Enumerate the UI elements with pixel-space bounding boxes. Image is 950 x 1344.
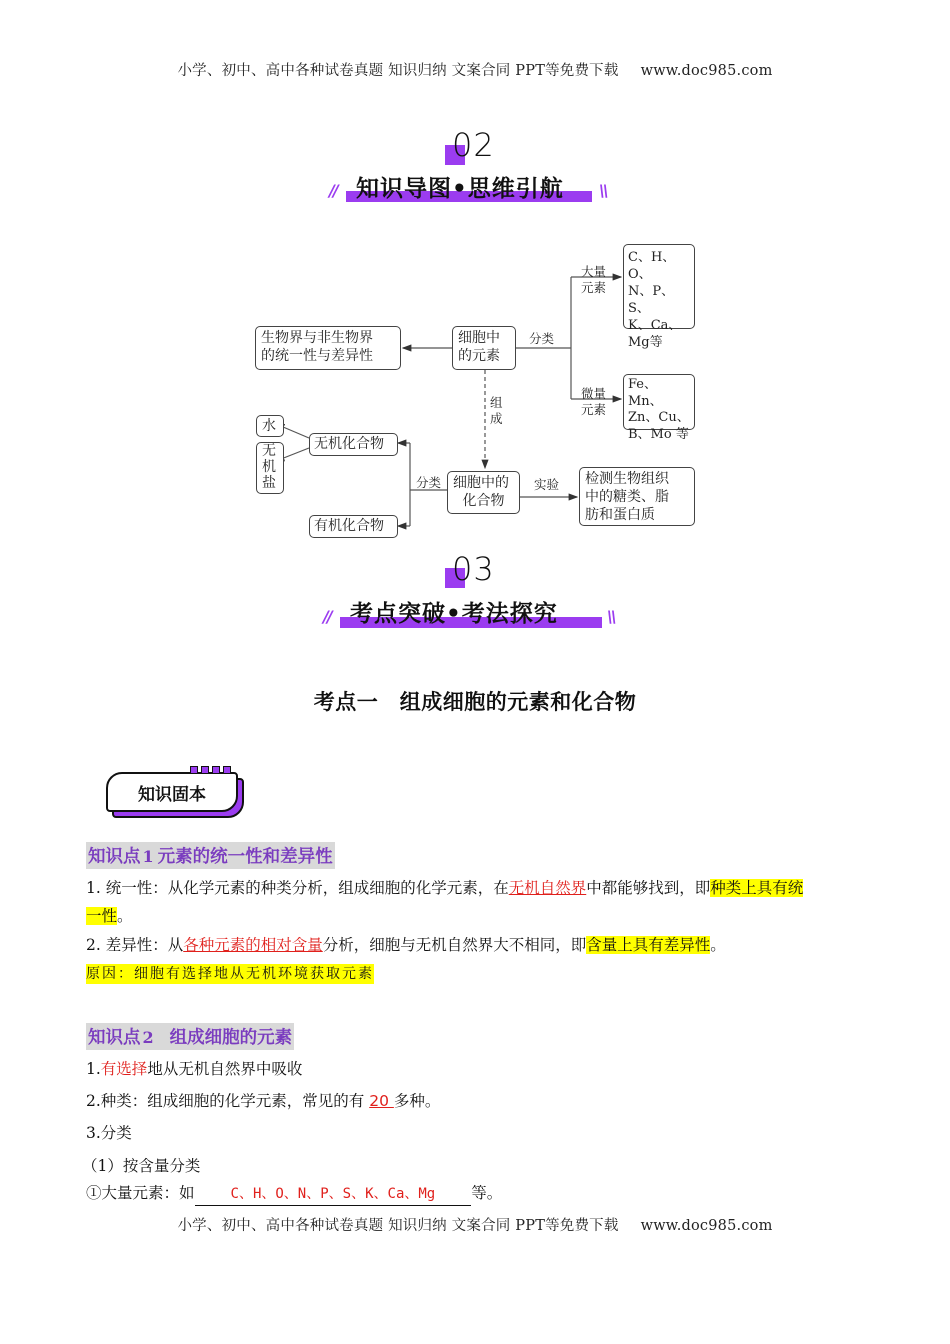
label-line: 组	[490, 395, 503, 410]
footer-text: 小学、初中、高中各种试卷真题 知识归纳 文案合同 PPT等免费下载	[177, 1218, 619, 1234]
label-line: 元素	[581, 280, 607, 295]
label-compose	[490, 395, 503, 427]
label-major-elements	[581, 264, 606, 296]
text: 1.	[86, 1060, 101, 1078]
text: 等。	[471, 1184, 503, 1202]
node-line: 化合物	[462, 493, 505, 509]
node-line: 的元素	[458, 348, 500, 364]
answer-fill: 各种元素的相对含量	[183, 936, 323, 954]
text: 。	[710, 936, 726, 954]
label-classify-top: 分类	[529, 331, 555, 346]
text: 2. 差异性：从	[86, 936, 184, 954]
exam-point-title: 考点一 组成细胞的元素和化合物	[313, 690, 637, 714]
text: ①大量元素：如	[86, 1184, 195, 1202]
knowledge-point-1-heading	[86, 842, 335, 869]
heading-text: 元素的统一性和差异性	[157, 847, 333, 867]
section-03-banner	[0, 550, 950, 640]
node-organic-compounds: 有机化合物	[309, 515, 398, 538]
section-02-banner	[0, 125, 950, 215]
kp1-reason-note: 原因：细胞有选择地从无机环境获取元素	[86, 966, 374, 982]
answer-blank: C、H、O、N、P、S、K、Ca、Mg	[195, 1183, 472, 1206]
header-text: 小学、初中、高中各种试卷真题 知识归纳 文案合同 PPT等免费下载	[177, 63, 619, 79]
section-number: 03	[452, 550, 495, 588]
text: 中都能够找到，即	[586, 879, 711, 897]
node-cell-compounds	[447, 471, 520, 514]
node-major-element-list	[623, 244, 695, 350]
highlighted-text: 种类上具有统	[710, 879, 804, 897]
node-line: 细胞中的	[453, 475, 509, 491]
text: 2.种类：组成细胞的化学元素，常见的有	[86, 1092, 370, 1110]
label-trace-elements	[581, 386, 606, 418]
right-slash-decoration: \\	[607, 607, 615, 626]
page-header	[0, 59, 950, 80]
node-line: Mg等	[628, 335, 663, 350]
kp2-line-5	[86, 1182, 502, 1206]
label-line: 成	[490, 411, 503, 426]
knowledge-foundation-badge	[106, 772, 242, 816]
answer-fill: 有选择	[100, 1060, 148, 1078]
node-line: C、H、O、	[628, 250, 676, 282]
node-inorganic-compounds: 无机化合物	[309, 433, 398, 456]
badge-dots-decoration	[190, 766, 231, 774]
knowledge-mindmap	[240, 235, 710, 545]
label-line: 大量	[581, 264, 607, 279]
node-trace-element-list	[623, 374, 695, 442]
answer-fill: 20	[369, 1092, 394, 1110]
node-line: Fe、Mn、	[628, 377, 663, 409]
kp1-paragraph-2	[86, 934, 726, 956]
left-slash-decoration: //	[323, 607, 331, 626]
label-line: 元素	[581, 402, 607, 417]
node-line: 中的糖类、脂	[585, 489, 669, 505]
label-line: 微量	[581, 386, 607, 401]
text: 分析，细胞与无机自然界大不相同，即	[322, 936, 587, 954]
heading-prefix: 知识点	[88, 847, 141, 867]
node-line: B、Mo 等	[628, 426, 689, 442]
kp1-paragraph-1	[86, 877, 803, 899]
knowledge-point-2-heading	[86, 1023, 294, 1050]
section-number: 02	[452, 126, 495, 164]
right-slash-decoration: \\	[599, 181, 607, 200]
node-inorganic-salt	[256, 442, 284, 494]
highlighted-text: 一性	[86, 907, 118, 925]
highlighted-text: 含量上具有差异性	[586, 936, 711, 954]
kp2-line-4: （1）按含量分类	[82, 1157, 201, 1175]
node-line: 盐	[262, 475, 276, 491]
node-cell-elements	[452, 326, 516, 370]
footer-site-link[interactable]: www.doc985.com	[640, 1218, 773, 1234]
node-unity-difference	[255, 326, 401, 370]
kp2-line-3: 3.分类	[86, 1124, 132, 1142]
heading-prefix: 知识点	[88, 1028, 141, 1048]
kp1-paragraph-1-cont	[86, 905, 133, 927]
text: 1. 统一性：从化学元素的种类分析，组成细胞的化学元素，在	[86, 879, 509, 897]
heading-number: 2	[142, 1028, 154, 1047]
kp2-line-2	[86, 1090, 440, 1112]
node-line: 检测生物组织	[585, 471, 669, 487]
left-slash-decoration: //	[329, 181, 337, 200]
section-title: 知识导图•思维引航	[356, 176, 564, 202]
node-line: 机	[262, 459, 276, 475]
text: 地从无机自然界中吸收	[147, 1060, 303, 1078]
badge-label: 知识固本	[138, 785, 206, 805]
label-classify-bottom: 分类	[416, 475, 442, 490]
node-line: 肪和蛋白质	[585, 507, 655, 523]
node-line: N、P、S、	[628, 284, 675, 316]
node-line: Zn、Cu、	[628, 410, 690, 425]
node-line: 细胞中	[458, 330, 500, 346]
node-line: K、Ca、	[628, 318, 682, 333]
label-experiment: 实验	[534, 477, 560, 492]
heading-number: 1	[142, 847, 154, 866]
answer-fill: 无机自然界	[508, 879, 587, 897]
node-line: 生物界与非生物界	[261, 330, 373, 346]
header-site-link[interactable]: www.doc985.com	[640, 63, 773, 79]
text: 多种。	[393, 1092, 441, 1110]
node-detect-experiment	[579, 467, 695, 526]
page-footer	[0, 1214, 950, 1235]
section-title: 考点突破•考法探究	[350, 601, 558, 627]
heading-text: 组成细胞的元素	[169, 1028, 293, 1048]
node-line: 的统一性与差异性	[261, 348, 373, 364]
node-line: 无	[262, 443, 276, 459]
kp2-line-1	[86, 1058, 302, 1080]
node-water: 水	[256, 415, 284, 437]
text: 。	[117, 907, 133, 925]
